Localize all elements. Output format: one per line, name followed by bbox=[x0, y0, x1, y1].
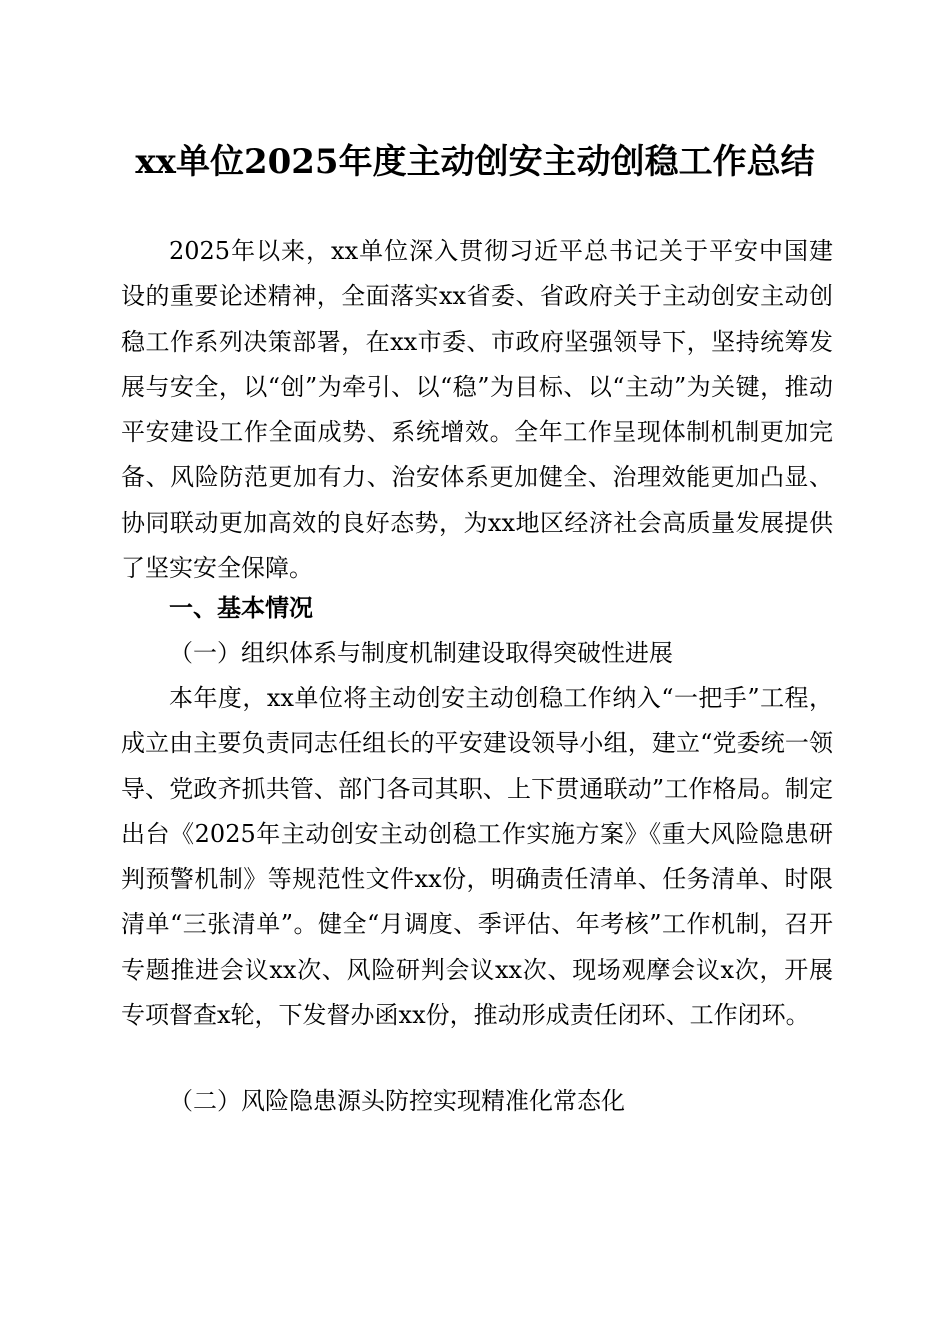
subsection-heading-organization: （一）组织体系与制度机制建设取得突破性进展 bbox=[169, 639, 673, 667]
subsection-heading-risk-prevention: （二）风险隐患源头防控实现精准化常态化 bbox=[169, 1087, 625, 1115]
section-heading-basic-situation: 一、基本情况 bbox=[169, 594, 313, 622]
organization-paragraph: 本年度，xx单位将主动创安主动创稳工作纳入“一把手”工程，成立由主要负责同志任组长的平安建设领导小组，建立“党委统一领导、党政齐抓共管、部门各司其职、上下贯通联动”工作格局。制定出台《2025年主动创安主动创稳工作实施方案》《重大风险隐患研判预警机制》等规范性文件xx份，明确责任清单、任务清单、时限清单“三张清单”。健全“月调度、季评估、年考核”工作机制，召开专题推进会议xx次、风险研判会议xx次、现场观摩会议x次，开展专项督查x轮，下发督办函xx份，推动形成责任闭环、工作闭环。 bbox=[121, 684, 833, 1030]
intro-paragraph: 2025年以来，xx单位深入贯彻习近平总书记关于平安中国建设的重要论述精神，全面落实xx省委、省政府关于主动创安主动创稳工作系列决策部署，在xx市委、市政府坚强领导下，坚持统筹发展与安全，以“创”为牵引、以“稳”为目标、以“主动”为关键，推动平安建设工作全面成势、系统增效。全年工作呈现体制机制更加完备、风险防范更加有力、治安体系更加健全、治理效能更加凸显、协同联动更加高效的良好态势，为xx地区经济社会高质量发展提供了坚实安全保障。 bbox=[121, 237, 833, 583]
document-title: xx单位2025年度主动创安主动创稳工作总结 bbox=[135, 142, 815, 182]
